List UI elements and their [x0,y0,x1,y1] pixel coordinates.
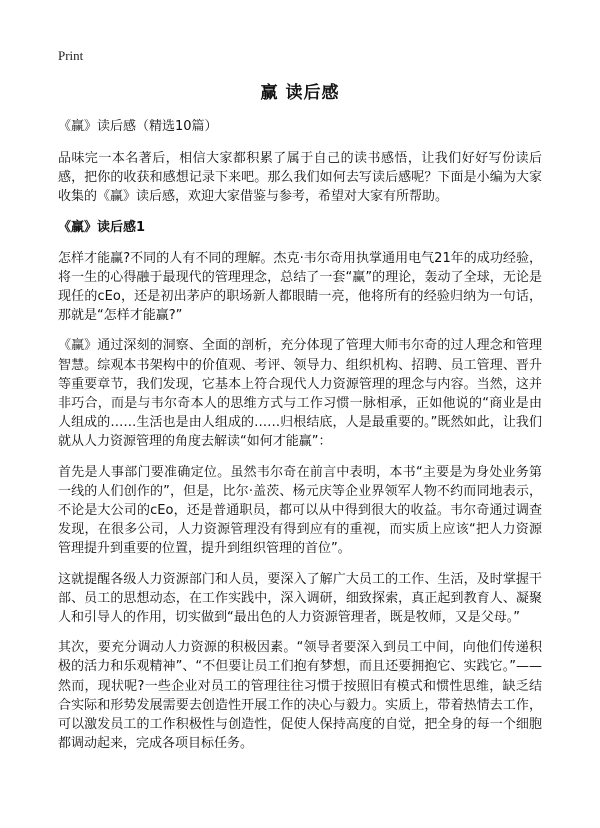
page-title: 赢 读后感 [260,83,340,103]
document-body [58,78,542,764]
intro-paragraph: 品味完一本名著后，相信大家都积累了属于自己的读书感悟，让我们好好写份读后感，把你的收获和感想记录下来吧。那么我们如何去写读后感呢？下面是小编为大家收集的《赢》读后感，欢迎大家借鉴与参考，希望对大家有所帮助。 [58,151,542,205]
body-paragraph-3: 首先是人事部门要准确定位。虽然韦尔奇在前言中表明，本书“主要是为身处业务第一线的人们创作的”，但是，比尔·盖茨、杨元庆等企业界领军人物不约而同地表示，不论是大公司的cEo，还是普通职员，都可以从中得到很大的收益。韦尔奇通过调查发现，在很多公司，人力资源管理没有得到应有的重视，而实质上应该“把人力资源管理提升到重要的位置，提升到组织管理的首位”。 [58,464,542,557]
section-heading: 《赢》读后感1 [58,219,146,235]
document-subtitle: 《赢》读后感（精选10篇） [58,119,218,134]
body-paragraph-4: 这就提醒各级人力资源部门和人员，要深入了解广大员工的工作、生活，及时掌握干部、员工的思想动态，在工作实践中，深入调研，细致探索，真正起到教育人、凝聚人和引导人的作用，切实做到“最出色的人力资源管理者，既是牧师，又是父母。” [58,571,542,626]
body-paragraph-2: 《赢》通过深刻的洞察、全面的剖析，充分体现了管理大师韦尔奇的过人理念和管理智慧。综观本书架构中的价值观、考评、领导力、组织机构、招聘、员工管理、晋升等重要章节，我们发现，它基本上符合现代人力资源管理的理念与内容。当然，这并非巧合，而是与韦尔奇本人的思维方式与工作习惯一脉相承，正如他说的“商业是由人组成的……生活也是由人组成的……归根结底，人是最重要的。”既然如此，让我们就从人力资源管理的角度去解读“如何才能赢”： [58,338,542,450]
print-link[interactable]: Print [58,48,84,63]
body-paragraph-5: 其次，要充分调动人力资源的积极因素。“领导者要深入到员工中间，向他们传递积极的活力和乐观精神”、“不但要让员工们抱有梦想，而且还要拥抱它、实践它。”——然而，现状呢?一些企业对员工的管理往往习惯于按照旧有模式和惯性思维，缺乏结合实际和形势发展需要去创造性开展工作的决心与毅力。实质上，带着热情去工作，可以激发员工的工作积极性与创造性，促使人保持高度的自觉，把全身的每一个细胞都调动起来，完成各项目标任务。 [58,640,542,752]
body-paragraph-1: 怎样才能赢?不同的人有不同的理解。杰克·韦尔奇用执掌通用电气21年的成功经验，将一生的心得融于最现代的管理理念，总结了一套“赢”的理论，轰动了全球，无论是现任的cEo，还是初出茅庐的职场新人都眼睛一亮，他将所有的经验归纳为一句话，那就是“怎样才能赢?” [58,250,542,324]
